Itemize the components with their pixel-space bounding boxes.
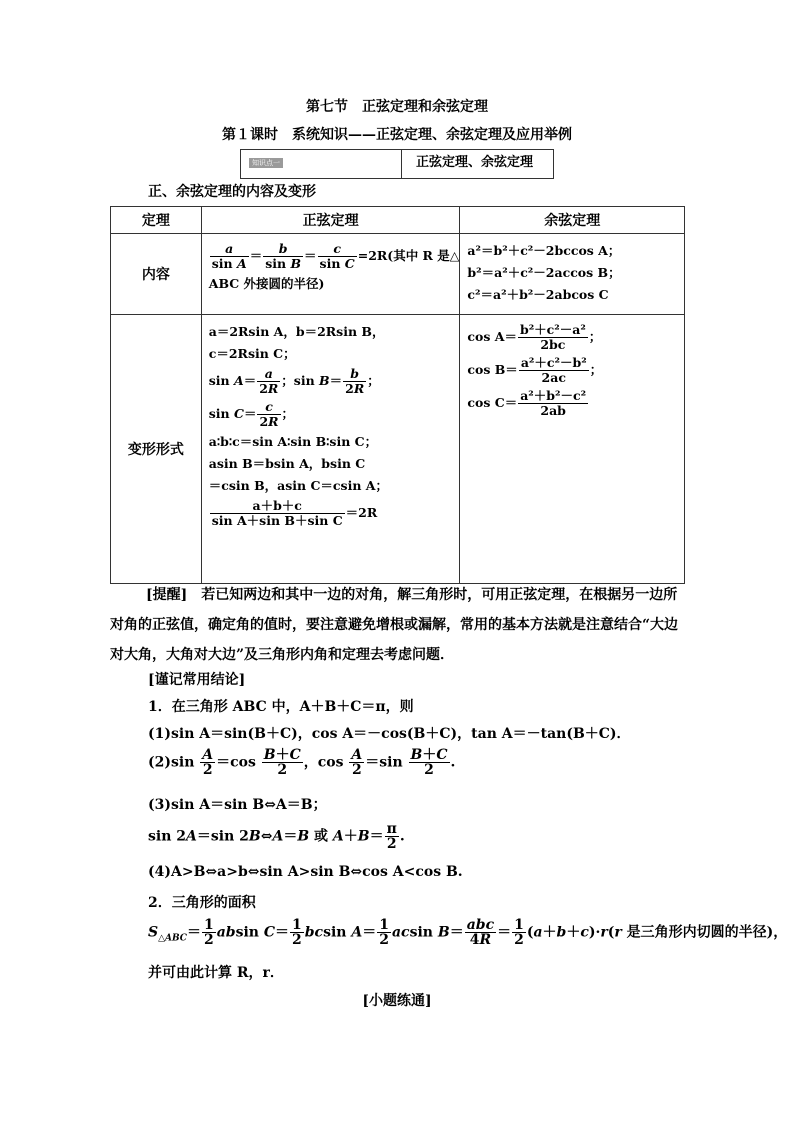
cell-sine-content — [201, 234, 460, 315]
cosine-law-b: b²＝a²＋c²－2accos B； — [467, 265, 621, 280]
sine-variant-5: a∶b∶c＝sin A∶sin B∶sin C； — [208, 434, 378, 449]
sine-variant-3: sin A＝ $\frac{a}{2R}$ ；sin B＝ $\frac{b}{2R}$ ； — [208, 366, 380, 396]
conclusion-1: 1．在三角形 ABC 中，A＋B＋C＝π，则 — [148, 699, 414, 715]
cell-sine-variants — [201, 315, 460, 584]
cell-cosine-variants — [460, 315, 685, 584]
cosine-variant-b: cos B＝ $\frac{\text{a²＋c²－b²}}{2ac}$ ； — [467, 355, 603, 385]
cosine-variant-a: cos A＝ $\frac{\text{b²＋c²－a²}}{2bc}$ ； — [467, 322, 602, 352]
cosine-variant-c: cos C＝ $\frac{\text{a²＋b²－c²}}{2ab}$ — [467, 388, 587, 418]
header-cosine-law: 余弦定理 — [460, 207, 685, 234]
table-row-variants — [111, 315, 685, 584]
sine-variant-8 — [209, 499, 460, 528]
conclusion-1-4: (4)A>B⇔a>b⇔sin A>sin B⇔cos A<cos B. — [148, 864, 463, 880]
table-header-row — [111, 207, 685, 234]
cosine-law-c: c²＝a²＋b²－2abcos C — [467, 287, 609, 302]
conclusion-2: 2．三角形的面积 — [148, 895, 256, 911]
knowledge-box-text: 正弦定理、余弦定理 — [416, 155, 534, 170]
sine-law-note: ABC 外接圆的半径) — [208, 276, 325, 291]
theorem-table — [110, 206, 685, 584]
sine-variant-2: c＝2Rsin C； — [208, 346, 296, 361]
practice-heading: [小题练通] — [362, 993, 432, 1009]
sine-variant-7: ＝csin B，asin C＝csin A； — [208, 478, 388, 493]
sine-variant-4: sin C＝ $\frac{c}{2R}$ ； — [208, 399, 295, 429]
sine-law-tail: =2R(其中 R 是△ — [357, 248, 460, 263]
knowledge-tag: 知识点一 — [249, 158, 283, 168]
conclusion-1-1: (1)sin A＝sin(B＋C)，cos A＝－cos(B＋C)，tan A＝－tan(B＋C)． — [148, 726, 631, 742]
conclusions-heading: [谨记常用结论] — [148, 672, 246, 688]
conclusion-1-3b: sin 2A＝sin 2B⇔A＝B 或 A＋B＝ $\frac{\pi}{2}$ . — [148, 821, 405, 852]
knowledge-tag-cell — [241, 150, 402, 178]
knowledge-point-box — [240, 149, 554, 179]
sine-variant-8-num: a＋b＋c — [210, 499, 345, 514]
sine-variant-8-tail: ＝2R — [345, 505, 378, 520]
tip-paragraph: [提醒] 若已知两边和其中一边的对角，解三角形时，可用正弦定理，在根据另一边所对角的正弦值，确定角的值时，要注意避免增根或漏解，常用的基本方法就是注意结合“大边对大角，大角对大边”及三角形内角和定理去考虑问题． — [110, 587, 679, 663]
sine-variant-1: a＝2Rsin A，b＝2Rsin B， — [208, 324, 385, 339]
triangle-area-formula: $S_{\triangle ABC}=$ $\frac{1}{2}$ absin C＝ $\frac{1}{2}$ bcsin A＝ $\frac{1}{2}$ acsin B＝ $\frac{\text{abc}}{4R}$ ＝ $\frac{1}{2}$ (a＋b＋c)·r(r 是三角形内切圆的半径)， — [148, 917, 788, 948]
sine-law-formula: $\frac{a}{\text{sin A}}$ ＝ $\frac{b}{\text{sin B}}$ ＝ $\frac{c}{\text{sin C}}$ =2R(其中 R 是△ — [211, 241, 460, 271]
cell-cosine-content — [460, 234, 685, 315]
table-row-content — [111, 234, 685, 315]
row-label-content: 内容 — [111, 234, 202, 315]
section-title: 第七节 正弦定理和余弦定理 — [306, 99, 488, 115]
sine-variant-8-den: sin A＋sin B＋sin C — [211, 513, 343, 528]
header-sine-law: 正弦定理 — [201, 207, 460, 234]
conclusion-2-tail: 并可由此计算 R，r． — [148, 965, 284, 981]
header-theorem: 定理 — [111, 207, 202, 234]
row-label-variants: 变形形式 — [111, 315, 202, 584]
conclusion-1-2: (2)sin $\frac{A}{2}$ ＝cos $\frac{B+C}{2}$ ，cos $\frac{A}{2}$ ＝sin $\frac{B+C}{2}$ . — [148, 747, 456, 778]
conclusion-1-3a: (3)sin A＝sin B⇔A＝B； — [148, 797, 327, 813]
lesson-title: 第１课时 系统知识——正弦定理、余弦定理及应用举例 — [222, 127, 572, 143]
cosine-law-a: a²＝b²＋c²－2bccos A； — [467, 243, 621, 258]
sine-variant-6: asin B＝bsin A，bsin C — [208, 456, 366, 471]
section-heading: 正、余弦定理的内容及变形 — [148, 184, 316, 200]
